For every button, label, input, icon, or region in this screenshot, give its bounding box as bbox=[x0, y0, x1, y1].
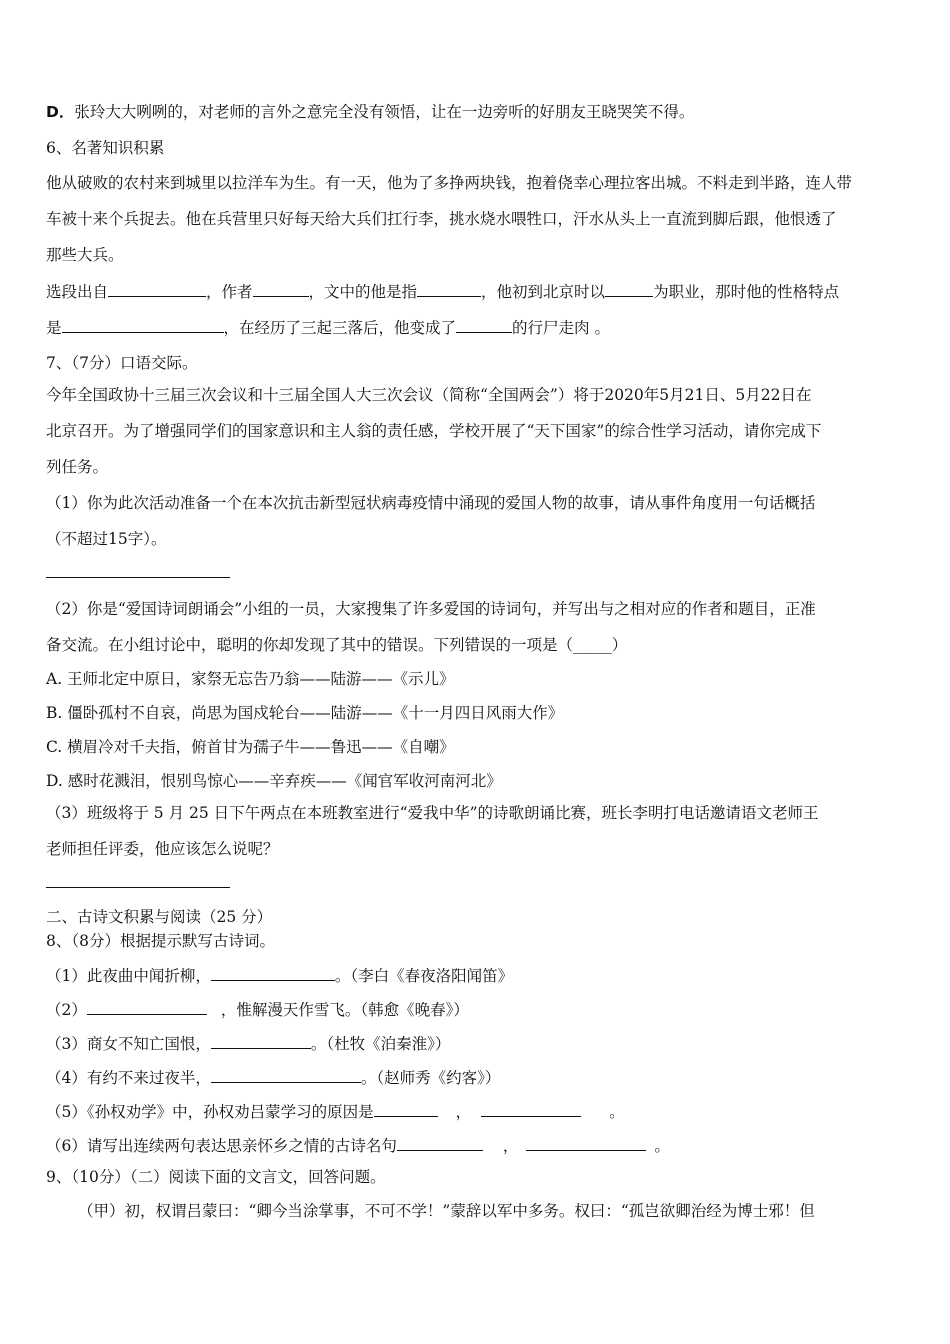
q6-fill-line-1 bbox=[46, 280, 906, 303]
section2-title: 二、古诗文积累与阅读（25 分） bbox=[46, 908, 273, 926]
q7-option-c: C. 横眉冷对千夫指，俯首甘为孺子牛——鲁迅——《自嘲》 bbox=[46, 738, 455, 756]
q9-passage-line: （甲）初，权谓吕蒙曰：“卿今当涂掌事，不可不学！”蒙辞以军中多务。权曰：“孤岂欲卿治经为博士邪！但 bbox=[78, 1202, 815, 1220]
q6-blank-book[interactable] bbox=[108, 280, 206, 297]
q6-blank-character[interactable] bbox=[417, 280, 481, 297]
q7-sub2-line: 备交流。在小组讨论中，聪明的你却发现了其中的错误。下列错误的一项是（_____） bbox=[46, 636, 628, 654]
q6-fill-text: 的行尸走肉 。 bbox=[512, 319, 610, 337]
q7-intro-line: 列任务。 bbox=[46, 458, 109, 476]
q8-item-text: （1）此夜曲中闻折柳， bbox=[46, 967, 211, 985]
q8-item-1 bbox=[46, 964, 906, 987]
q7-sub2-line: （2）你是“爱国诗词朗诵会”小组的一员，大家搜集了许多爱国的诗词句，并写出与之相对应的作者和题目，正准 bbox=[46, 600, 816, 618]
q8-item-text: （5）《孙权劝学》中，孙权劝吕蒙学习的原因是 bbox=[46, 1103, 374, 1121]
q8-item-text: （6）请写出连续两句表达思亲怀乡之情的古诗名句 bbox=[46, 1137, 397, 1155]
q7-sub1-answer-line[interactable] bbox=[46, 577, 230, 578]
q7-intro-line: 北京召开。为了增强同学们的国家意识和主人翁的责任感，学校开展了“天下国家”的综合性学习活动，请你完成下 bbox=[46, 422, 822, 440]
q7-sub1-line: （不超过15字）。 bbox=[46, 530, 167, 548]
q8-item-text: （3）商女不知亡国恨， bbox=[46, 1035, 211, 1053]
q7-sub3-answer-line[interactable] bbox=[46, 887, 230, 888]
q7-sub3-line: 老师担任评委，他应该怎么说呢？ bbox=[46, 840, 279, 858]
q6-blank-change[interactable] bbox=[456, 316, 512, 333]
q6-fill-text: ，在经历了三起三落后，他变成了 bbox=[223, 319, 457, 337]
q6-fill-text: 是 bbox=[46, 319, 62, 337]
q7-sub3-line: （3）班级将于 5 月 25 日下午两点在本班教室进行“爱我中华”的诗歌朗诵比赛，班长李明打电话邀请语文老师王 bbox=[46, 804, 819, 822]
q6-fill-text: 选段出自 bbox=[46, 283, 109, 301]
q7-sub1-line: （1）你为此次活动准备一个在本次抗击新型冠状病毒疫情中涌现的爱国人物的故事，请从事件角度用一句话概括 bbox=[46, 494, 816, 512]
q8-blank-5b[interactable] bbox=[481, 1100, 581, 1117]
q8-blank-6a[interactable] bbox=[397, 1134, 483, 1151]
q8-item-text: （2） bbox=[46, 1001, 87, 1019]
q8-blank-5a[interactable] bbox=[374, 1100, 438, 1117]
q9-title: 9、（10分）（二）阅读下面的文言文，回答问题。 bbox=[46, 1168, 386, 1186]
q6-blank-occupation[interactable] bbox=[605, 280, 653, 297]
q5-option-d-text: 张玲大大咧咧的，对老师的言外之意完全没有领悟，让在一边旁听的好朋友王晓哭笑不得。 bbox=[74, 103, 695, 121]
q8-item-text: 。 bbox=[654, 1137, 670, 1155]
q8-blank-4[interactable] bbox=[211, 1066, 361, 1083]
q5-option-d-prefix: D． bbox=[46, 103, 75, 121]
q8-item-text: ，惟解漫天作雪飞。（韩愈《晚春》） bbox=[220, 1001, 469, 1019]
q7-title: 7、（7分）口语交际。 bbox=[46, 354, 198, 372]
q6-fill-text: ，他初到北京时以 bbox=[481, 283, 606, 301]
q7-option-d: D. 感时花溅泪，恨别鸟惊心——辛弃疾——《闻官军收河南河北》 bbox=[46, 772, 502, 790]
q8-item-5 bbox=[46, 1100, 906, 1123]
q8-item-text: （4）有约不来过夜半， bbox=[46, 1069, 211, 1087]
q8-item-6 bbox=[46, 1134, 906, 1157]
q6-fill-line-2 bbox=[46, 316, 906, 339]
q8-item-text: ， bbox=[502, 1137, 519, 1155]
q7-option-b: B. 僵卧孤村不自哀，尚思为国戍轮台——陆游——《十一月四日风雨大作》 bbox=[46, 704, 564, 722]
q8-blank-3[interactable] bbox=[211, 1032, 311, 1049]
q8-item-text: 。（赵师秀《约客》） bbox=[360, 1069, 501, 1087]
q6-passage-line: 车被十来个兵捉去。他在兵营里只好每天给大兵们扛行李，挑水烧水喂牲口，汗水从头上一直流到脚后跟，他恨透了 bbox=[46, 210, 837, 228]
q7-intro-line: 今年全国政协十三届三次会议和十三届全国人大三次会议（简称“全国两会”）将于2020年5月21日、5月22日在 bbox=[46, 386, 812, 404]
q8-item-text: 。 bbox=[609, 1103, 625, 1121]
q6-fill-text: ，文中的他是指 bbox=[308, 283, 418, 301]
q8-item-text: 。（李白《春夜洛阳闻笛》 bbox=[334, 967, 514, 985]
q6-blank-author[interactable] bbox=[253, 280, 309, 297]
q6-fill-text: ，作者 bbox=[206, 283, 253, 301]
q8-item-4 bbox=[46, 1066, 906, 1089]
q6-fill-text: 为职业，那时他的性格特点 bbox=[653, 283, 840, 301]
q5-option-d bbox=[46, 101, 906, 123]
q8-item-2 bbox=[46, 998, 906, 1021]
q8-item-3 bbox=[46, 1032, 906, 1055]
q7-option-a: A. 王师北定中原日，家祭无忘告乃翁——陆游——《示儿》 bbox=[46, 670, 455, 688]
q8-title: 8、（8分）根据提示默写古诗词。 bbox=[46, 932, 275, 950]
q8-item-text: ， bbox=[455, 1103, 472, 1121]
q8-blank-6b[interactable] bbox=[526, 1134, 646, 1151]
q6-blank-trait[interactable] bbox=[62, 316, 224, 333]
q8-item-text: 。（杜牧《泊秦淮》） bbox=[310, 1035, 451, 1053]
q8-blank-1[interactable] bbox=[211, 964, 335, 981]
q6-passage-line: 他从破败的农村来到城里以拉洋车为生。有一天，他为了多挣两块钱，抱着侥幸心理拉客出城。不料走到半路，连人带 bbox=[46, 174, 853, 192]
q6-passage-line: 那些大兵。 bbox=[46, 246, 124, 264]
q8-blank-2[interactable] bbox=[87, 998, 207, 1015]
q6-title: 6、名著知识积累 bbox=[46, 139, 165, 157]
